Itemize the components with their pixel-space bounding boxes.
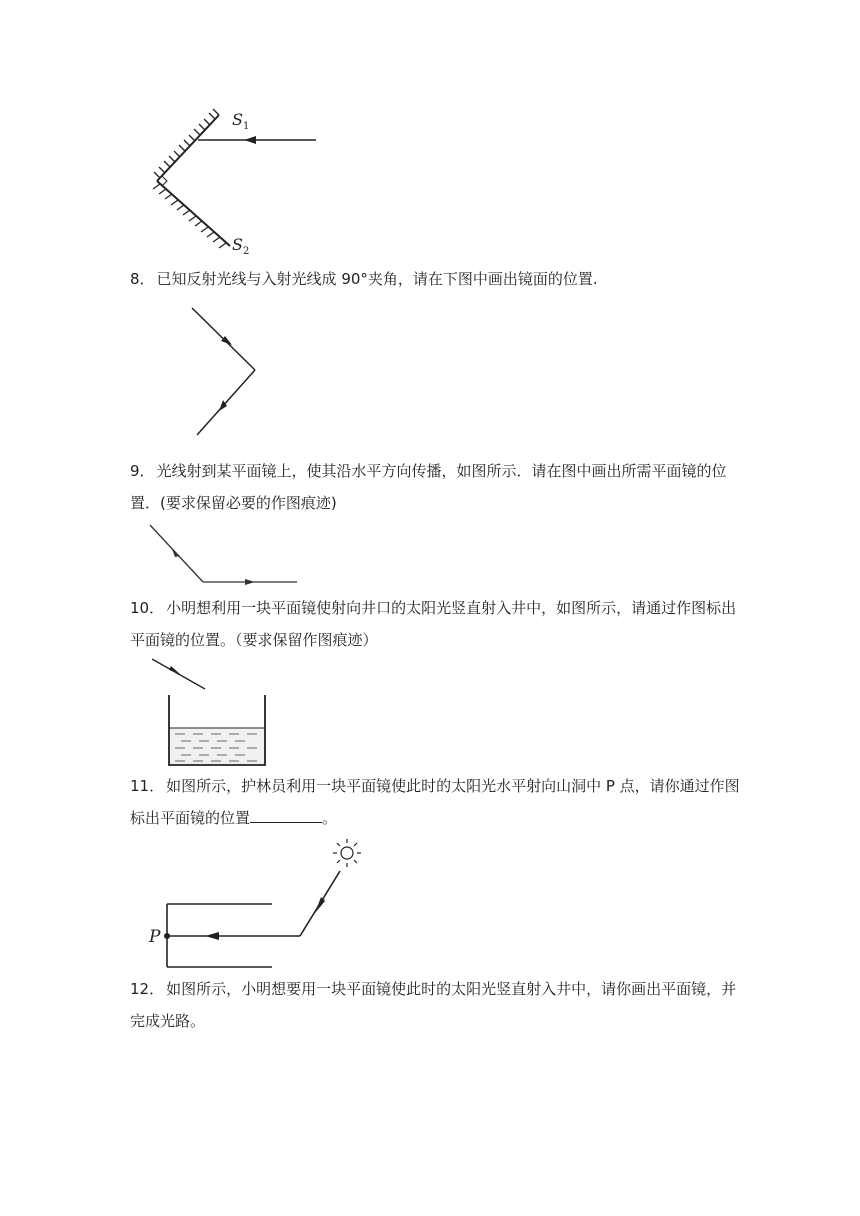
sun-ray-arrow <box>169 666 180 674</box>
horizontal-ray-arrow <box>245 579 255 585</box>
question-number: 12． <box>130 980 165 998</box>
label-p: P <box>149 927 161 947</box>
question-10 <box>130 592 740 656</box>
question-number: 10． <box>130 599 165 617</box>
question-text: 如图所示，小明想要用一块平面镜使此时的太阳光竖直射入井中，请你画出平面镜，并完成光路。 <box>130 980 737 1030</box>
question-text: 小明想利用一块平面镜使射向井口的太阳光竖直射入井中，如图所示，请通过作图标出平面镜的位置。（要求保留作图痕迹） <box>130 599 737 649</box>
incident-ray-arrow <box>244 136 256 144</box>
figure-cave <box>145 835 370 975</box>
label-s2: $S_2$ <box>232 235 250 257</box>
question-number: 9． <box>130 462 155 480</box>
question-11 <box>130 770 740 834</box>
figure-90-degree-rays <box>185 300 275 440</box>
figure-two-mirrors <box>140 100 360 260</box>
figure-horizontal-ray <box>145 520 305 590</box>
question-12 <box>130 973 740 1037</box>
question-text: 已知反射光线与入射光线成 90°夹角，请在下图中画出镜面的位置. <box>156 270 598 288</box>
question-text-end: 。 <box>322 809 338 827</box>
right-angle-mark <box>162 176 167 186</box>
sun-ray <box>152 659 205 689</box>
answer-blank[interactable] <box>250 804 322 823</box>
reflected-ray <box>197 370 255 435</box>
horizontal-ray-arrow <box>205 932 219 940</box>
sun-icon <box>333 839 361 867</box>
question-8 <box>130 263 740 295</box>
question-text: 如图所示，护林员利用一块平面镜使此时的太阳光水平射向山洞中 P 点，请你通过作图标出平面镜的位置 <box>130 777 740 827</box>
mirror-s1-hatching <box>154 109 219 178</box>
label-s1: $S_1$ <box>232 110 250 132</box>
question-text: 光线射到某平面镜上，使其沿水平方向传播，如图所示．请在图中画出所需平面镜的位置．(要求保留必要的作图痕迹) <box>130 462 727 512</box>
question-number: 11． <box>130 777 165 795</box>
incident-ray-arrow <box>172 549 180 557</box>
figure-well <box>145 655 275 770</box>
point-p <box>164 933 170 939</box>
question-number: 8． <box>130 270 155 288</box>
mirror-s2-hatching <box>153 184 226 248</box>
question-9 <box>130 455 740 519</box>
mirror-s2 <box>157 181 230 246</box>
